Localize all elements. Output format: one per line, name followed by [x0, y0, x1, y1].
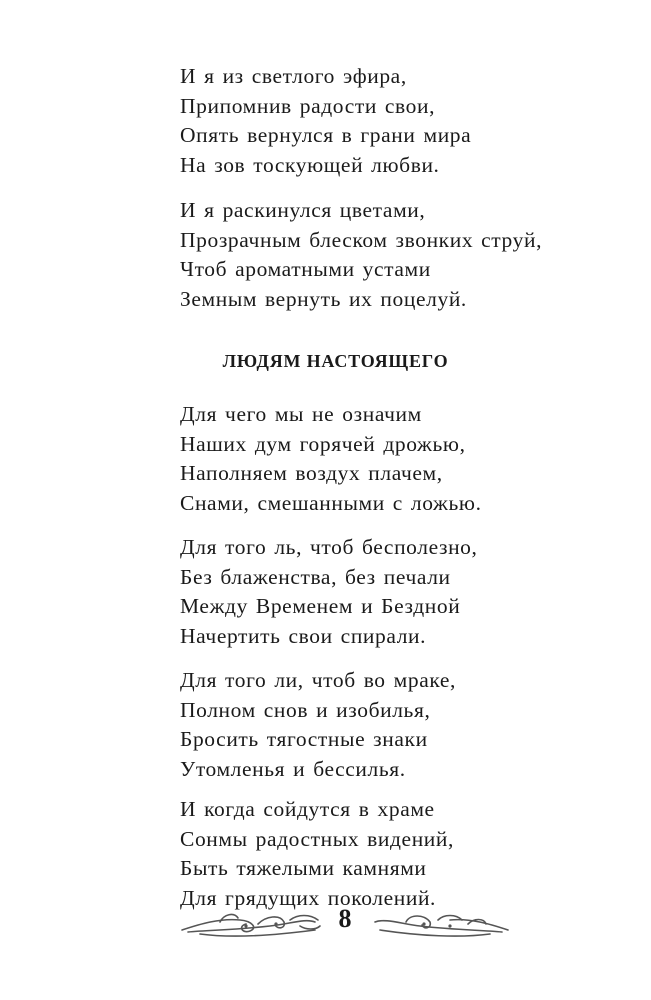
stanza: [180, 62, 471, 180]
stanza: [180, 533, 478, 651]
poem-line: И когда сойдутся в храме: [180, 797, 435, 821]
poem-line: Начертить свои спирали.: [180, 623, 427, 648]
poem-line: Прозрачным блеском звонких струй,: [180, 227, 543, 252]
poem-line: Наших дум горячей дрожью,: [180, 431, 466, 456]
poem-title: ЛЮДЯМ НАСТОЯЩЕГО: [222, 351, 449, 371]
poem-line: Для того ли, чтоб во мраке,: [180, 668, 456, 692]
poem-line: Земным вернуть их поцелуй.: [180, 286, 467, 311]
poem-line: Утомленья и бессилья.: [180, 756, 406, 781]
poem-line: Для того ль, чтоб бесполезно,: [180, 535, 478, 559]
poem-line: Опять вернулся в грани мира: [180, 123, 472, 147]
poem-line: Полном снов и изобилья,: [180, 697, 431, 722]
poem-line: Чтоб ароматными устами: [180, 257, 431, 281]
stanza: [180, 196, 542, 314]
poem-line: Для чего мы не означим: [180, 402, 422, 426]
poem-line: И я из светлого эфира,: [180, 64, 407, 88]
stanza: [180, 400, 482, 518]
poem-line: Снами, смешанными с ложью.: [180, 490, 482, 515]
poem-line: Для грядущих поколений.: [180, 885, 437, 910]
poem-line: Бросить тягостные знаки: [180, 727, 428, 751]
poem-line: Припомнив радости свои,: [180, 93, 436, 118]
stanza: [180, 666, 456, 784]
poem-line: Без блаженства, без печали: [180, 564, 451, 589]
page-number: 8: [338, 904, 352, 933]
poem-line: Между Временем и Бездной: [180, 594, 461, 618]
poem-line: Сонмы радостных видений,: [180, 826, 454, 851]
poem-line: Быть тяжелыми камнями: [180, 856, 427, 880]
poem-line: И я раскинулся цветами,: [180, 198, 426, 222]
poem-line: Наполняем воздух плачем,: [180, 461, 443, 485]
stanza: [180, 795, 454, 913]
poem-line: На зов тоскующей любви.: [180, 152, 440, 177]
